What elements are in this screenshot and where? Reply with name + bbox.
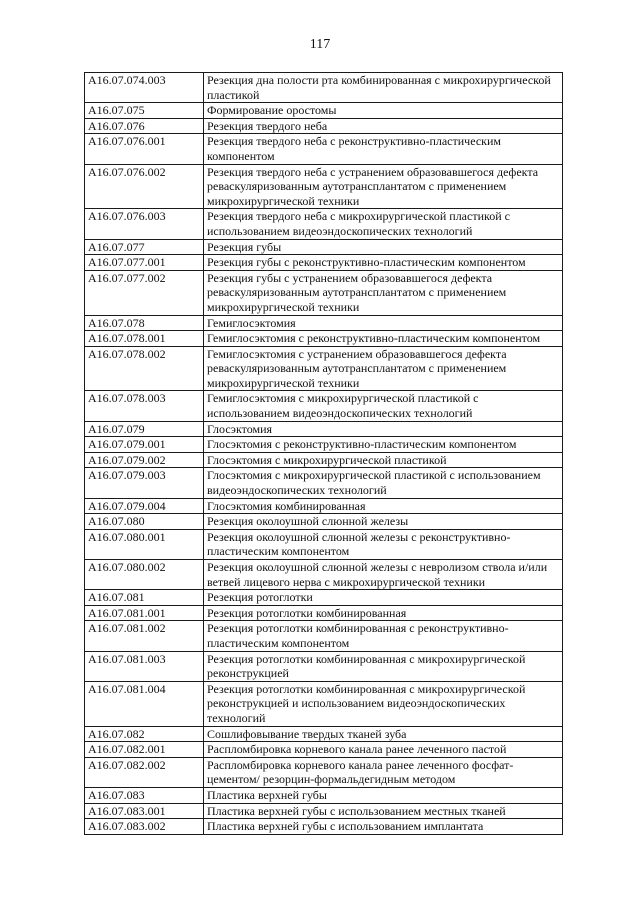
service-name-cell: Резекция ротоглотки комбинированная с микрохирургической реконструкцией	[204, 651, 563, 681]
service-code-cell: A16.07.081.003	[85, 651, 204, 681]
service-name-cell: Резекция губы с устранением образовавшегося дефекта реваскуляризованным аутотрансплантатом с применением микрохирургической техники	[204, 270, 563, 315]
page-number: 117	[309, 37, 331, 52]
service-name-cell: Распломбировка корневого канала ранее леченного пастой	[204, 742, 563, 758]
service-name-cell: Гемиглосэктомия с микрохирургической пластикой с использованием видеоэндоскопических технологий	[204, 391, 563, 421]
table-row	[85, 118, 563, 134]
service-code-cell: A16.07.079.003	[85, 468, 204, 498]
service-code-cell: A16.07.082.002	[85, 757, 204, 787]
table-row	[85, 103, 563, 119]
service-code-cell: A16.07.081.004	[85, 681, 204, 726]
table-row	[85, 331, 563, 347]
service-code-cell: A16.07.076.003	[85, 209, 204, 239]
service-code-cell: A16.07.076.001	[85, 134, 204, 164]
service-code-cell: A16.07.081.001	[85, 605, 204, 621]
service-code-cell: A16.07.079.004	[85, 498, 204, 514]
service-code-cell: A16.07.077	[85, 239, 204, 255]
table-row	[85, 529, 563, 559]
service-name-cell: Распломбировка корневого канала ранее леченного фосфат-цементом/ резорцин-формальдегидным методом	[204, 757, 563, 787]
service-name-cell: Глосэктомия с микрохирургической пластикой с использованием видеоэндоскопических технологий	[204, 468, 563, 498]
service-code-cell: A16.07.080	[85, 514, 204, 530]
service-name-cell: Сошлифовывание твердых тканей зуба	[204, 726, 563, 742]
table-row	[85, 421, 563, 437]
service-name-cell: Гемиглосэктомия с реконструктивно-пластическим компонентом	[204, 331, 563, 347]
service-name-cell: Глосэктомия с реконструктивно-пластическим компонентом	[204, 437, 563, 453]
service-code-cell: A16.07.074.003	[85, 73, 204, 103]
service-name-cell: Резекция твердого неба с микрохирургической пластикой с использованием видеоэндоскопических технологий	[204, 209, 563, 239]
table-row	[85, 270, 563, 315]
service-name-cell: Гемиглосэктомия с устранением образовавшегося дефекта реваскуляризованным аутотрансплантатом с применением микрохирургической техники	[204, 346, 563, 391]
table-row	[85, 560, 563, 590]
service-name-cell: Резекция губы с реконструктивно-пластическим компонентом	[204, 255, 563, 271]
service-name-cell: Резекция ротоглотки комбинированная	[204, 605, 563, 621]
service-name-cell: Глосэктомия с микрохирургической пластикой	[204, 452, 563, 468]
table-row	[85, 681, 563, 726]
service-code-cell: A16.07.079	[85, 421, 204, 437]
service-code-cell: A16.07.078.003	[85, 391, 204, 421]
table-row	[85, 514, 563, 530]
table-row	[85, 605, 563, 621]
service-name-cell: Глосэктомия	[204, 421, 563, 437]
table-row	[85, 651, 563, 681]
service-code-cell: A16.07.083.002	[85, 819, 204, 835]
table-body	[85, 73, 563, 835]
service-name-cell: Резекция твердого неба с устранением образовавшегося дефекта реваскуляризованным аутотрансплантатом с применением микрохирургической техники	[204, 164, 563, 209]
service-code-cell: A16.07.081.002	[85, 621, 204, 651]
table-row	[85, 239, 563, 255]
service-name-cell: Пластика верхней губы с использованием имплантата	[204, 819, 563, 835]
table-row	[85, 346, 563, 391]
service-code-cell: A16.07.076	[85, 118, 204, 134]
service-name-cell: Резекция околоушной слюнной железы с реконструктивно-пластическим компонентом	[204, 529, 563, 559]
service-name-cell: Пластика верхней губы	[204, 787, 563, 803]
service-codes-table	[84, 72, 563, 835]
table-row	[85, 468, 563, 498]
service-code-cell: A16.07.082.001	[85, 742, 204, 758]
table-row	[85, 757, 563, 787]
table-row	[85, 255, 563, 271]
table-row	[85, 73, 563, 103]
service-code-cell: A16.07.077.001	[85, 255, 204, 271]
service-name-cell: Формирование оростомы	[204, 103, 563, 119]
table-row	[85, 437, 563, 453]
table-row	[85, 819, 563, 835]
table-row	[85, 787, 563, 803]
service-code-cell: A16.07.078	[85, 315, 204, 331]
table-row	[85, 621, 563, 651]
service-code-cell: A16.07.080.001	[85, 529, 204, 559]
table-row	[85, 498, 563, 514]
table-row	[85, 726, 563, 742]
service-code-cell: A16.07.079.002	[85, 452, 204, 468]
table-row	[85, 315, 563, 331]
service-name-cell: Резекция губы	[204, 239, 563, 255]
service-name-cell: Резекция ротоглотки комбинированная с реконструктивно-пластическим компонентом	[204, 621, 563, 651]
table-row	[85, 209, 563, 239]
table-row	[85, 164, 563, 209]
service-name-cell: Резекция околоушной слюнной железы	[204, 514, 563, 530]
service-code-cell: A16.07.083	[85, 787, 204, 803]
service-code-cell: A16.07.075	[85, 103, 204, 119]
service-code-cell: A16.07.077.002	[85, 270, 204, 315]
table-row	[85, 803, 563, 819]
service-name-cell: Гемиглосэктомия	[204, 315, 563, 331]
table-row	[85, 134, 563, 164]
service-name-cell: Резекция твердого неба	[204, 118, 563, 134]
service-name-cell: Резекция дна полости рта комбинированная с микрохирургической пластикой	[204, 73, 563, 103]
service-code-cell: A16.07.081	[85, 590, 204, 606]
service-code-cell: A16.07.083.001	[85, 803, 204, 819]
service-code-cell: A16.07.079.001	[85, 437, 204, 453]
service-code-cell: A16.07.080.002	[85, 560, 204, 590]
service-name-cell: Пластика верхней губы с использованием местных тканей	[204, 803, 563, 819]
service-name-cell: Резекция твердого неба с реконструктивно-пластическим компонентом	[204, 134, 563, 164]
service-name-cell: Резекция ротоглотки комбинированная с микрохирургической реконструкцией и использованием видеоэндоскопических технологий	[204, 681, 563, 726]
table-row	[85, 742, 563, 758]
service-code-cell: A16.07.082	[85, 726, 204, 742]
service-code-cell: A16.07.078.001	[85, 331, 204, 347]
table-row	[85, 590, 563, 606]
service-name-cell: Резекция ротоглотки	[204, 590, 563, 606]
service-code-cell: A16.07.076.002	[85, 164, 204, 209]
service-name-cell: Резекция околоушной слюнной железы с невролизом ствола и/или ветвей лицевого нерва с микрохирургической техники	[204, 560, 563, 590]
service-code-cell: A16.07.078.002	[85, 346, 204, 391]
service-name-cell: Глосэктомия комбинированная	[204, 498, 563, 514]
table-row	[85, 452, 563, 468]
table-row	[85, 391, 563, 421]
